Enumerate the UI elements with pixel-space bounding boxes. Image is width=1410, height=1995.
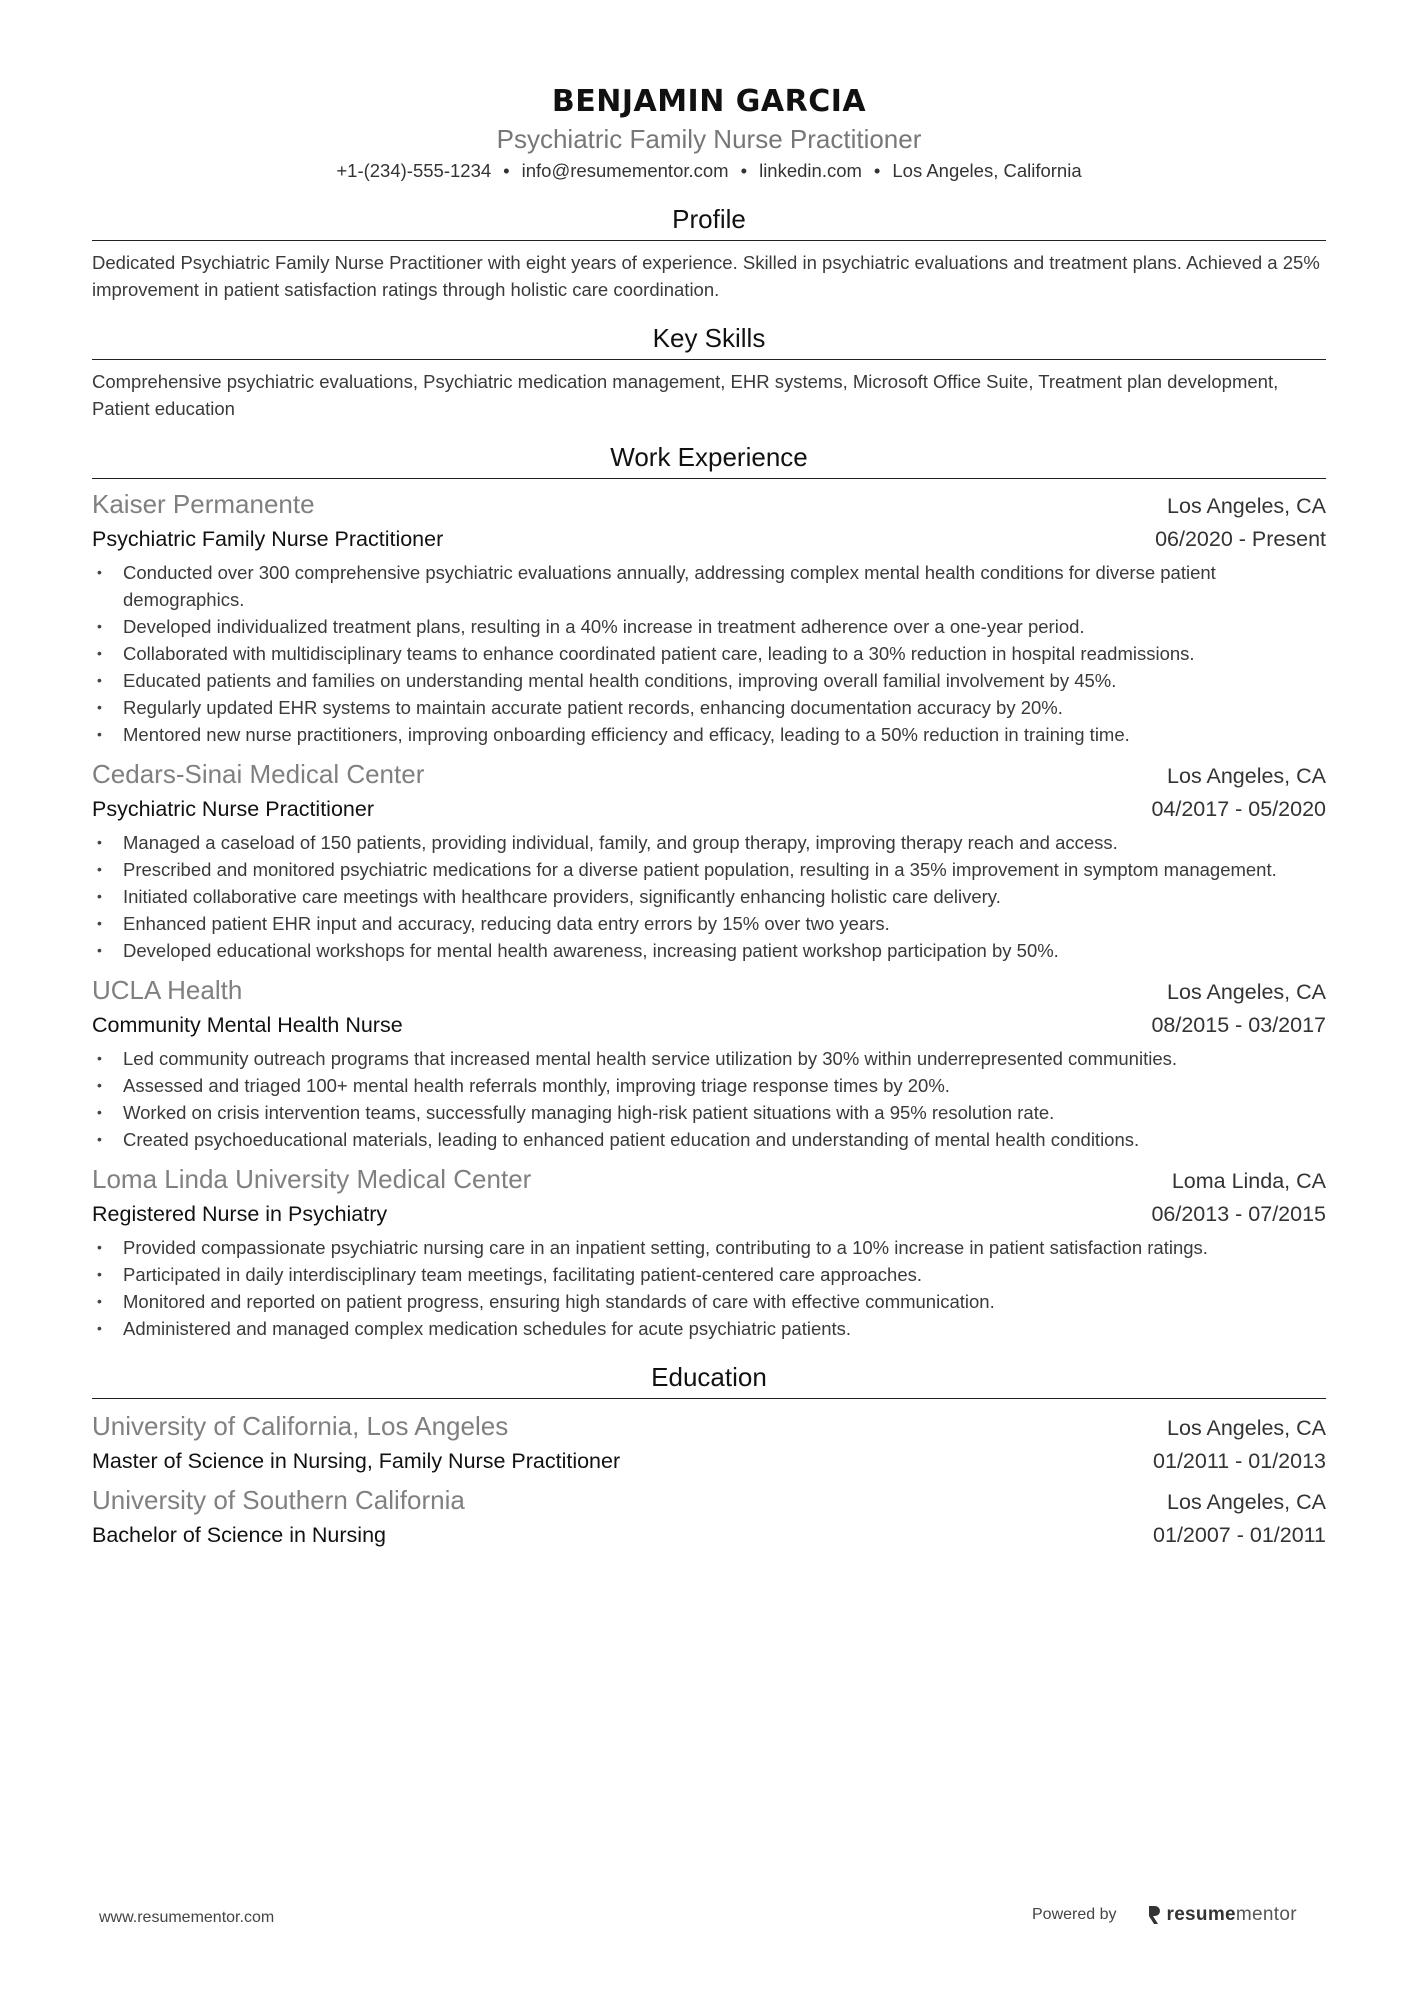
list-item xyxy=(92,910,1326,937)
job-location: Loma Linda, CA xyxy=(1171,1169,1326,1193)
bullet-icon: • xyxy=(97,1077,102,1093)
bullet-icon: • xyxy=(97,618,102,634)
footer-website[interactable]: www.resumementor.com xyxy=(99,1909,275,1926)
skills-section xyxy=(92,321,1326,422)
bullet-icon: • xyxy=(97,672,102,688)
contact-line xyxy=(92,158,1326,184)
powered-by-label: Powered by xyxy=(1032,1906,1117,1923)
list-item xyxy=(92,1126,1326,1153)
bullet-icon: • xyxy=(97,888,102,904)
bullet-text: Provided compassionate psychiatric nursing care in an inpatient setting, contributing to a 10% increase in patient satisfaction ratings. xyxy=(123,1237,1208,1258)
contact-email[interactable]: info@resumementor.com xyxy=(521,160,729,181)
bullet-icon: • xyxy=(97,1320,102,1336)
job-entry xyxy=(92,1162,1326,1342)
list-item xyxy=(92,613,1326,640)
job-role-row xyxy=(92,793,1326,825)
contact-location: Los Angeles, California xyxy=(892,160,1082,181)
list-item xyxy=(92,559,1326,613)
bullet-icon: • xyxy=(97,861,102,877)
bullet-icon: • xyxy=(97,942,102,958)
bullet-text: Regularly updated EHR systems to maintain accurate patient records, enhancing documentation accuracy by 20%. xyxy=(123,697,1063,718)
list-item xyxy=(92,640,1326,667)
job-role: Psychiatric Nurse Practitioner xyxy=(92,797,374,821)
bullet-text: Conducted over 300 comprehensive psychiatric evaluations annually, addressing complex mental health conditions for diverse patient demographics. xyxy=(123,562,1216,610)
job-list xyxy=(92,487,1326,1342)
education-entry xyxy=(92,1409,1326,1477)
list-item xyxy=(92,721,1326,748)
school-location: Los Angeles, CA xyxy=(1167,1416,1326,1440)
list-item xyxy=(92,667,1326,694)
bullet-icon: • xyxy=(97,699,102,715)
job-role-row xyxy=(92,523,1326,555)
brand-logo-link[interactable] xyxy=(1147,1904,1297,1926)
education-degree-row xyxy=(92,1519,1326,1551)
candidate-title: Psychiatric Family Nurse Practitioner xyxy=(496,124,922,154)
bullet-text: Created psychoeducational materials, leading to enhanced patient education and understanding of mental health conditions. xyxy=(123,1129,1140,1150)
resume-header xyxy=(92,80,1326,184)
school-name: University of California, Los Angeles xyxy=(92,1411,509,1441)
bullet-text: Mentored new nurse practitioners, improving onboarding efficiency and efficacy, leading to a 50% reduction in training time. xyxy=(123,724,1130,745)
bullet-icon: • xyxy=(97,1050,102,1066)
job-header-row xyxy=(92,757,1326,793)
section-divider xyxy=(92,478,1326,479)
bullet-text: Participated in daily interdisciplinary team meetings, facilitating patient-centered care approaches. xyxy=(123,1264,923,1285)
employer-name: Kaiser Permanente xyxy=(92,489,315,519)
contact-separator: • xyxy=(503,160,510,181)
bullet-text: Assessed and triaged 100+ mental health referrals monthly, improving triage response times by 20%. xyxy=(123,1075,950,1096)
list-item xyxy=(92,1072,1326,1099)
school-name: University of Southern California xyxy=(92,1485,465,1515)
footer-branding xyxy=(1032,1904,1297,1926)
job-bullets xyxy=(92,1234,1326,1342)
education-dates: 01/2007 - 01/2011 xyxy=(1153,1523,1326,1547)
job-location: Los Angeles, CA xyxy=(1167,494,1326,518)
job-header-row xyxy=(92,973,1326,1009)
bullet-text: Enhanced patient EHR input and accuracy, reducing data entry errors by 15% over two years. xyxy=(123,913,890,934)
education-list xyxy=(92,1409,1326,1551)
resumementor-logo-icon xyxy=(1147,1905,1161,1925)
job-role: Registered Nurse in Psychiatry xyxy=(92,1202,388,1226)
education-section xyxy=(92,1360,1326,1551)
bullet-icon: • xyxy=(97,915,102,931)
bullet-text: Initiated collaborative care meetings with healthcare providers, significantly enhancing holistic care delivery. xyxy=(123,886,1001,907)
employer-name: UCLA Health xyxy=(92,975,243,1005)
education-header-row xyxy=(92,1409,1326,1445)
job-role-row xyxy=(92,1009,1326,1041)
list-item xyxy=(92,937,1326,964)
bullet-icon: • xyxy=(97,726,102,742)
section-divider xyxy=(92,240,1326,241)
bullet-icon: • xyxy=(97,1131,102,1147)
job-bullets xyxy=(92,829,1326,964)
section-divider xyxy=(92,1398,1326,1399)
brand-name xyxy=(1167,1904,1297,1926)
job-bullets xyxy=(92,1045,1326,1153)
school-location: Los Angeles, CA xyxy=(1167,1490,1326,1514)
job-role-row xyxy=(92,1198,1326,1230)
education-degree-row xyxy=(92,1445,1326,1477)
job-dates: 06/2013 - 07/2015 xyxy=(1151,1202,1326,1226)
bullet-icon: • xyxy=(97,564,102,580)
job-header-row xyxy=(92,487,1326,523)
section-heading: Education xyxy=(651,1362,767,1392)
education-entry xyxy=(92,1483,1326,1551)
bullet-text: Worked on crisis intervention teams, successfully managing high-risk patient situations with a 95% resolution rate. xyxy=(123,1102,1055,1123)
bullet-text: Administered and managed complex medication schedules for acute psychiatric patients. xyxy=(123,1318,852,1339)
contact-linkedin[interactable]: linkedin.com xyxy=(759,160,862,181)
job-entry xyxy=(92,973,1326,1153)
job-bullets xyxy=(92,559,1326,748)
job-dates: 08/2015 - 03/2017 xyxy=(1151,1013,1326,1037)
job-location: Los Angeles, CA xyxy=(1167,764,1326,788)
bullet-text: Monitored and reported on patient progress, ensuring high standards of care with effective communication. xyxy=(123,1291,995,1312)
brand-name-bold: resume xyxy=(1166,1904,1236,1925)
list-item xyxy=(92,856,1326,883)
contact-separator: • xyxy=(740,160,748,181)
section-divider xyxy=(92,359,1326,360)
bullet-text: Led community outreach programs that increased mental health service utilization by 30% within underrepresented communities. xyxy=(123,1048,1178,1069)
job-entry xyxy=(92,757,1326,964)
job-header-row xyxy=(92,1162,1326,1198)
experience-section xyxy=(92,440,1326,1342)
bullet-icon: • xyxy=(97,1104,102,1120)
bullet-icon: • xyxy=(97,834,102,850)
bullet-icon: • xyxy=(97,645,102,661)
bullet-text: Developed individualized treatment plans, resulting in a 40% increase in treatment adherence over a one-year period. xyxy=(123,616,1085,637)
brand-name-light: mentor xyxy=(1235,1904,1297,1925)
job-entry xyxy=(92,487,1326,748)
section-heading: Work Experience xyxy=(610,442,808,472)
job-role: Community Mental Health Nurse xyxy=(92,1013,403,1037)
resume-page xyxy=(92,80,1326,1551)
bullet-text: Collaborated with multidisciplinary teams to enhance coordinated patient care, leading to a 30% reduction in hospital readmissions. xyxy=(123,643,1195,664)
list-item xyxy=(92,829,1326,856)
degree-name: Bachelor of Science in Nursing xyxy=(92,1523,386,1547)
list-item xyxy=(92,883,1326,910)
list-item xyxy=(92,1234,1326,1261)
job-location: Los Angeles, CA xyxy=(1167,980,1326,1004)
bullet-text: Managed a caseload of 150 patients, providing individual, family, and group therapy, improving therapy reach and access. xyxy=(123,832,1118,853)
list-item xyxy=(92,694,1326,721)
bullet-text: Prescribed and monitored psychiatric medications for a diverse patient population, resulting in a 35% improvement in symptom management. xyxy=(123,859,1277,880)
education-dates: 01/2011 - 01/2013 xyxy=(1153,1449,1326,1473)
degree-name: Master of Science in Nursing, Family Nurse Practitioner xyxy=(92,1449,621,1473)
bullet-text: Developed educational workshops for mental health awareness, increasing patient workshop participation by 50%. xyxy=(123,940,1059,961)
bullet-icon: • xyxy=(97,1239,102,1255)
education-header-row xyxy=(92,1483,1326,1519)
profile-section xyxy=(92,202,1326,303)
list-item xyxy=(92,1045,1326,1072)
contact-separator: • xyxy=(873,160,881,181)
list-item xyxy=(92,1288,1326,1315)
employer-name: Cedars-Sinai Medical Center xyxy=(92,759,425,789)
candidate-name: BENJAMIN GARCIA xyxy=(551,84,867,119)
list-item xyxy=(92,1099,1326,1126)
section-heading: Profile xyxy=(672,204,746,234)
list-item xyxy=(92,1261,1326,1288)
bullet-icon: • xyxy=(97,1266,102,1282)
job-dates: 06/2020 - Present xyxy=(1155,527,1326,551)
section-heading: Key Skills xyxy=(652,323,766,353)
bullet-text: Educated patients and families on understanding mental health conditions, improving overall familial involvement by 45%. xyxy=(123,670,1117,691)
bullet-icon: • xyxy=(97,1293,102,1309)
list-item xyxy=(92,1315,1326,1342)
job-dates: 04/2017 - 05/2020 xyxy=(1151,797,1326,821)
profile-text: Dedicated Psychiatric Family Nurse Practitioner with eight years of experience. Skilled in psychiatric evaluations and treatment plans. Achieved a 25% improvement in patient satisfaction ratings through holistic care coordination. xyxy=(92,252,1320,300)
contact-phone: +1-(234)-555-1234 xyxy=(336,160,492,181)
employer-name: Loma Linda University Medical Center xyxy=(92,1164,532,1194)
job-role: Psychiatric Family Nurse Practitioner xyxy=(92,527,444,551)
skills-text: Comprehensive psychiatric evaluations, Psychiatric medication management, EHR systems, Microsoft Office Suite, Treatment plan development, Patient education xyxy=(92,371,1279,419)
